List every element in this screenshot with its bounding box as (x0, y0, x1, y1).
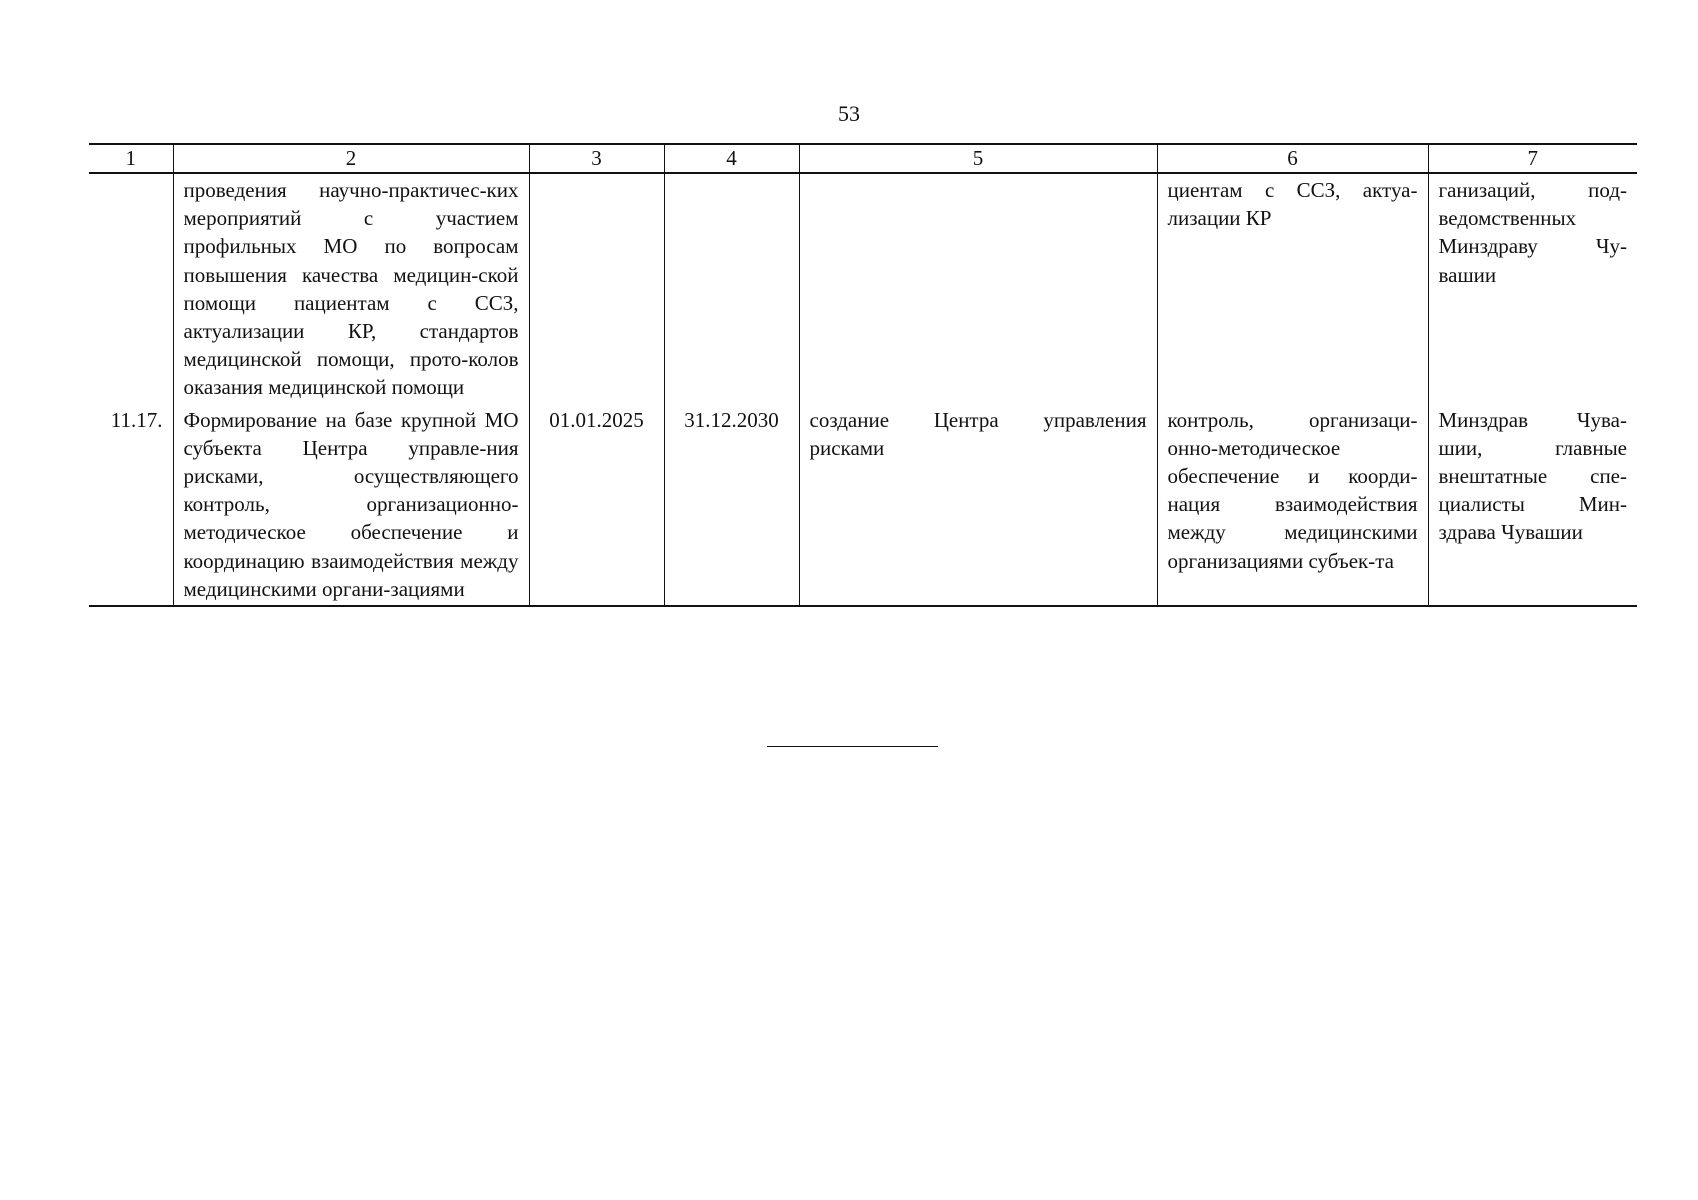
cell-indicator: контроль, организаци-онно-методическое обеспечение и коорди-нация взаимодействия между медицинскими организациями субъек-та (1157, 404, 1428, 606)
column-header-1: 1 (89, 144, 173, 173)
cell-end-date (664, 173, 799, 404)
column-header-3: 3 (529, 144, 664, 173)
column-header-5: 5 (799, 144, 1157, 173)
cell-start-date (529, 173, 664, 404)
column-header-7: 7 (1428, 144, 1637, 173)
measures-table (89, 143, 1637, 607)
cell-result (799, 173, 1157, 404)
cell-description: проведения научно-практичес-ких мероприятий с участием профильных МО по вопросам повышения качества медицин-ской помощи пациентам с ССЗ, актуализации КР, стандартов медицинской помощи, прото-колов оказания медицинской помощи (173, 173, 529, 404)
table-row (89, 404, 1637, 606)
table-row (89, 173, 1637, 404)
cell-number (89, 173, 173, 404)
column-header-4: 4 (664, 144, 799, 173)
cell-number: 11.17. (89, 404, 173, 606)
end-of-document-rule (767, 746, 938, 747)
column-header-2: 2 (173, 144, 529, 173)
cell-start-date: 01.01.2025 (529, 404, 664, 606)
header-row (89, 144, 1637, 173)
cell-end-date: 31.12.2030 (664, 404, 799, 606)
cell-description: Формирование на базе крупной МО субъекта Центра управле-ния рисками, осуществляющего контроль, организационно-методическое обеспечение и координацию взаимодействия между медицинскими органи-зациями (173, 404, 529, 606)
cell-responsible: Минздрав Чува-шии, главные внештатные спе-циалисты Мин-здрава Чувашии (1428, 404, 1637, 606)
cell-indicator: циентам с ССЗ, актуа-лизации КР (1157, 173, 1428, 404)
cell-responsible: ганизаций, под-ведомственных Минздраву Чу-вашии (1428, 173, 1637, 404)
column-header-6: 6 (1157, 144, 1428, 173)
cell-result: создание Центра управления рисками (799, 404, 1157, 606)
page-number: 53 (838, 101, 860, 126)
